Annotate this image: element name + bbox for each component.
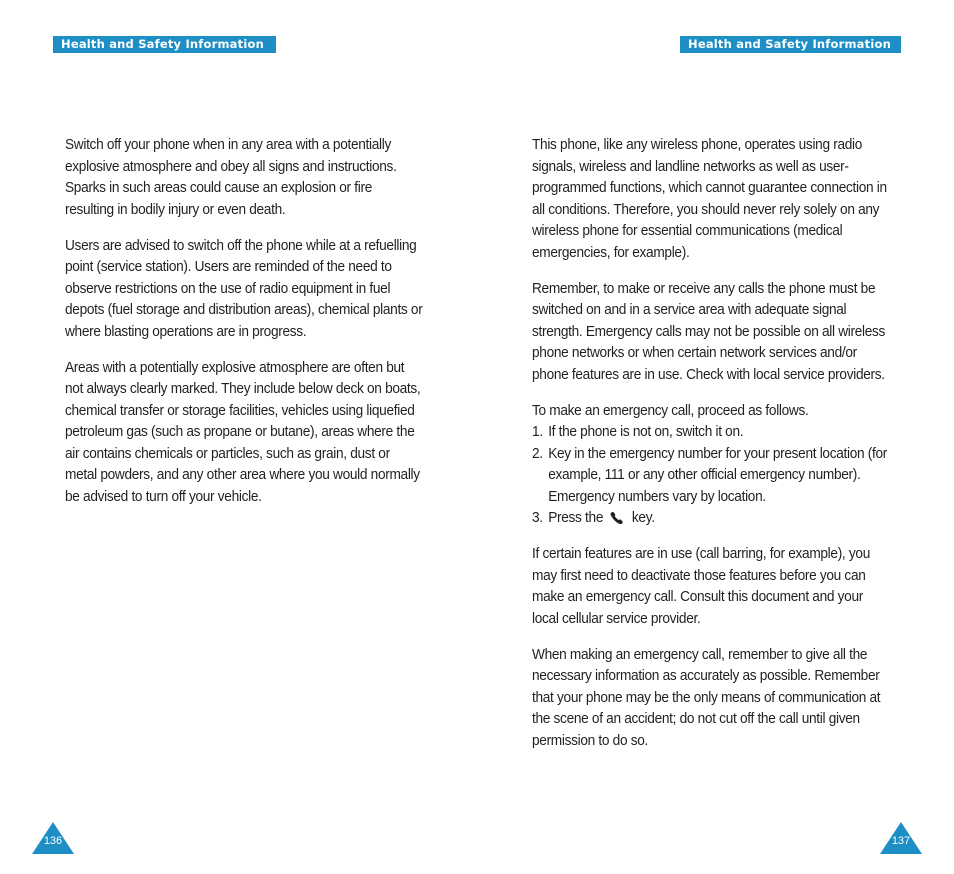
step-number: 2. <box>532 444 543 462</box>
page-number-badge <box>31 821 75 855</box>
list-item <box>532 443 892 508</box>
page-body <box>532 134 892 766</box>
paragraph: Users are advised to switch off the phone while at a refuelling point (service station). Users are reminded of the need to observe restrictions on the use of radio equipment in fuel depots (fuel storage and distribution areas), chemical plants or where blasting operations are in progress. <box>65 236 423 340</box>
section-header: Health and Safety Information <box>680 36 901 53</box>
step-text <box>548 507 892 529</box>
paragraph: Switch off your phone when in any area with a potentially explosive atmosphere and obey all signs and instructions. Sparks in such areas could cause an explosion or fire resulting in bodily injury or even death. <box>65 136 397 218</box>
section-header: Health and Safety Information <box>53 36 276 53</box>
step-text-after: key. <box>631 509 655 526</box>
page-body <box>65 134 423 522</box>
page-number: 136 <box>43 835 63 847</box>
emergency-call-procedure <box>532 400 892 529</box>
step-text: If the phone is not on, switch it on. <box>548 423 744 440</box>
paragraph: Areas with a potentially explosive atmosphere are often but not always clearly marked. They include below deck on boats, chemical transfer or storage facilities, vehicles using liquefied petroleum gas (such as propane or butane), areas where the air contains chemicals or particles, such as grain, dust or metal powders, and any other area where you would normally be advised to turn off your vehicle. <box>65 358 421 505</box>
list-item <box>532 507 892 529</box>
paragraph: This phone, like any wireless phone, operates using radio signals, wireless and landline networks as well as user-programmed functions, which cannot guarantee connection in all conditions. Therefore, you should never rely solely on any wireless phone for essential communications (medical emergencies, for example). <box>532 136 887 261</box>
list-item <box>532 421 892 443</box>
right-page <box>477 0 954 874</box>
step-text: Key in the emergency number for your present location (for example, 111 or any other official emergency number). Emergency numbers vary by location. <box>548 444 888 505</box>
paragraph: If certain features are in use (call barring, for example), you may first need to deactivate those features before you can make an emergency call. Consult this document and your local cellular service provider. <box>532 545 870 627</box>
paragraph: Remember, to make or receive any calls the phone must be switched on and in a service area with adequate signal strength. Emergency calls may not be possible on all wireless phone networks or when certain network services and/or phone features are in use. Check with local service providers. <box>532 279 886 383</box>
phone-send-key-icon <box>609 509 627 523</box>
paragraph: When making an emergency call, remember to give all the necessary information as accurately as possible. Remember that your phone may be the only means of communication at the scene of an accident; do not cut off the call until given permission to do so. <box>532 645 881 749</box>
step-number: 3. <box>532 509 543 526</box>
page-number-badge <box>879 821 923 855</box>
step-text-before: Press the <box>548 509 604 526</box>
page-number: 137 <box>891 835 911 847</box>
procedure-intro: To make an emergency call, proceed as follows. <box>532 401 809 419</box>
step-number: 1. <box>532 423 543 440</box>
